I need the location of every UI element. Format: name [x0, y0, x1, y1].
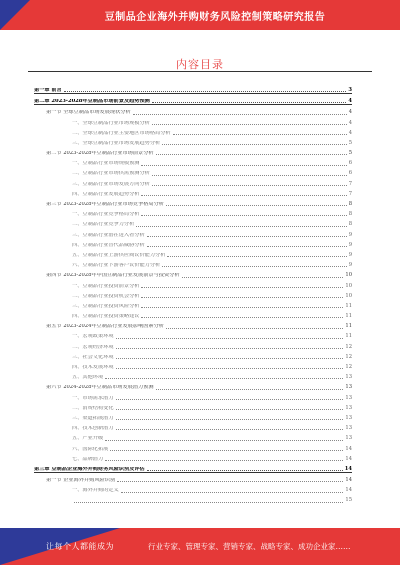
toc-entry[interactable]: [34, 380, 352, 390]
toc-page-number: 13: [345, 404, 352, 411]
toc-entry[interactable]: [34, 494, 352, 504]
toc-page-number: 6: [348, 170, 352, 177]
toc-leader-dots: [105, 440, 343, 441]
toc-entry[interactable]: [34, 146, 352, 156]
toc-entry[interactable]: [34, 167, 352, 177]
toc-page-number: 11: [345, 302, 352, 309]
toc-page-number: 14: [345, 487, 352, 494]
toc-entry[interactable]: [34, 83, 352, 94]
toc-leader-dots: [173, 134, 347, 135]
toc-page-number: 14: [344, 465, 352, 472]
toc-entry-title: 一、豆制品行业竞争格局分析: [72, 212, 140, 218]
toc-page-number: 7: [348, 190, 352, 197]
toc-entry[interactable]: [34, 360, 352, 370]
toc-page-number: 12: [345, 343, 352, 350]
toc-entry[interactable]: [34, 177, 352, 187]
toc-page-number: 6: [348, 160, 352, 167]
toc-entry-title: 第一章 前言: [34, 87, 62, 93]
toc-entry[interactable]: [34, 340, 352, 350]
footer-slogan-lead: 让每个人都能成为: [46, 542, 114, 551]
toc-page-number: 13: [345, 435, 352, 442]
toc-leader-dots: [141, 317, 343, 318]
toc-entry-title: 三、豆制品行业市场发展方向分析: [72, 181, 150, 187]
toc-entry[interactable]: [34, 370, 352, 380]
toc-entry[interactable]: [34, 442, 352, 452]
toc-leader-dots: [166, 205, 347, 206]
toc-entry[interactable]: [34, 411, 352, 421]
toc-leader-dots: [117, 481, 343, 482]
toc-page-number: 13: [345, 374, 352, 381]
report-title: 豆制品企业海外并购财务风险控制策略研究报告: [104, 12, 326, 23]
toc-leader-dots: [141, 215, 346, 216]
toc-entry-title: 第一节 企业海外并购风险识别: [46, 478, 116, 484]
toc-leader-dots: [162, 266, 346, 267]
toc-entry[interactable]: [34, 452, 352, 462]
toc-page-number: 8: [348, 201, 352, 208]
toc-entry-title: 一、宏观政策环境: [72, 334, 114, 340]
toc-entry-title: 四、技术创新潜力: [72, 426, 114, 432]
toc-leader-dots: [156, 389, 344, 390]
toc-entry[interactable]: [34, 105, 352, 115]
toc-entry-title: 第三节 2023-2028年豆制品行业市场竞争格局分析: [46, 202, 164, 208]
toc-entry-title: 二、消费结构变化: [72, 405, 114, 411]
toc-leader-dots: [141, 307, 343, 308]
toc-leader-dots: [182, 277, 344, 278]
toc-entry[interactable]: [34, 258, 352, 268]
toc-entry-title: 五、产业升级: [72, 436, 104, 442]
toc-entry-title: 二、宏观经济环境: [72, 344, 114, 350]
toc-page-number: 9: [348, 241, 352, 248]
toc-entry-title: 五、其他环境: [72, 375, 104, 381]
toc-leader-dots: [152, 124, 347, 125]
toc-entry-title: 第一节 全球豆制品市场发展现状分析: [46, 110, 131, 116]
toc-entry[interactable]: [34, 187, 352, 197]
toc-entry-title: 一、市场需求潜力: [72, 395, 114, 401]
toc-leader-dots: [105, 460, 343, 461]
toc-page-number: 12: [345, 364, 352, 371]
toc-entry[interactable]: [34, 197, 352, 207]
toc-entry-title: 三、豆制品行业潜在进入者分析: [72, 232, 145, 238]
toc-entry-title: 第四节 2023-2028年中国豆制品行业发展前景与投资分析: [46, 273, 180, 279]
toc-entry-title: 四、豆制品行业替代品威胁分析: [72, 242, 145, 248]
toc-entry-title: 一、海外并购的定义: [72, 488, 119, 494]
heading-divider: [28, 71, 372, 72]
toc-leader-dots: [116, 358, 344, 359]
toc-entry[interactable]: [34, 319, 352, 329]
toc-leader-dots: [152, 185, 347, 186]
toc-leader-dots: [133, 114, 347, 115]
toc-entry-title: 第二章 2023-2028年豆制品市场前景及趋势预测: [34, 99, 150, 105]
toc-leader-dots: [147, 246, 347, 247]
toc-leader-dots: [116, 368, 344, 369]
toc-page-number: 13: [345, 394, 352, 401]
toc-entry-title: 三、全球豆制品行业市场发展趋势分析: [72, 140, 161, 146]
toc-page-number: 4: [348, 98, 352, 105]
toc-page-number: 8: [348, 211, 352, 218]
toc-entry-title: 七、品牌潜力: [72, 456, 104, 462]
toc-entry[interactable]: [34, 350, 352, 360]
toc-page-number: 13: [345, 425, 352, 432]
toc-page-number: 11: [345, 333, 352, 340]
toc-page-number: 9: [348, 262, 352, 269]
toc-leader-dots: [116, 338, 344, 339]
toc-leader-dots: [141, 287, 343, 288]
toc-entry-title: 第二节 2023-2028年豆制品行业市场前景分析: [46, 151, 154, 157]
toc-entry-title: 五、豆制品行业上游供应商议价能力分析: [72, 252, 166, 258]
toc-entry-title: 三、豆制品行业投资风险分析: [72, 303, 140, 309]
toc-entry[interactable]: [34, 391, 352, 401]
toc-page-number: 13: [345, 414, 352, 421]
toc-entry-title: 二、豆制品行业竞争力分析: [72, 222, 135, 228]
toc-entry[interactable]: [34, 483, 352, 493]
toc-page-number: 4: [348, 109, 352, 116]
toc-page-number: 9: [348, 251, 352, 258]
toc-leader-dots: [147, 236, 347, 237]
toc-entry[interactable]: [34, 126, 352, 136]
toc-entry-title: 六、豆制品行业下游客户议价能力分析: [72, 263, 161, 269]
toc-page-number: 7: [348, 180, 352, 187]
toc-entry[interactable]: [34, 238, 352, 248]
toc-leader-dots: [162, 144, 346, 145]
toc-leader-dots: [141, 195, 346, 196]
footer-slogan-roles: 行业专家、管理专家、营销专家、战略专家、成功企业家……: [148, 542, 351, 551]
toc-page-number: 11: [345, 313, 352, 320]
toc-entry-title: 四、豆制品行业投资策略建议: [72, 314, 140, 320]
toc-page-number: 9: [348, 231, 352, 238]
toc-leader-dots: [136, 226, 346, 227]
header-accent-triangle: [0, 0, 30, 30]
toc-page-number: 5: [348, 150, 352, 157]
toc-entry-title: 三、社会文化环境: [72, 354, 114, 360]
toc-leader-dots: [116, 348, 344, 349]
toc-entry[interactable]: [34, 309, 352, 319]
toc-page-number: 10: [345, 272, 352, 279]
toc-leader-dots: [116, 429, 344, 430]
toc-entry-title: 四、豆制品行业发展趋势分析: [72, 191, 140, 197]
toc-page-number: 15: [345, 497, 352, 504]
toc-leader-dots: [110, 450, 343, 451]
toc-page-number: 4: [348, 119, 352, 126]
toc-leader-dots: [152, 175, 347, 176]
toc-leader-dots: [147, 470, 343, 471]
report-footer: [0, 528, 400, 565]
toc-page-number: 11: [345, 323, 352, 330]
toc-leader-dots: [64, 91, 347, 92]
toc-leader-dots: [105, 378, 343, 379]
toc-page-number: 12: [345, 353, 352, 360]
toc-leader-dots: [116, 399, 344, 400]
toc-entry-title: 一、豆制品行业市场规模预测: [72, 161, 140, 167]
toc-entry-title: 第六节 2024-2028年豆制品市场发展潜力预测: [46, 385, 154, 391]
toc-page-number: 10: [345, 292, 352, 299]
report-header: [0, 0, 400, 30]
toc-entry[interactable]: [34, 217, 352, 227]
toc-entry[interactable]: [34, 421, 352, 431]
toc-entry[interactable]: [34, 207, 352, 217]
toc-entry-title: 第五节 2023-2024年豆制品行业发展影响因素分析: [46, 324, 164, 330]
toc-entry[interactable]: [34, 279, 352, 289]
toc-leader-dots: [116, 419, 344, 420]
toc-entry[interactable]: [34, 299, 352, 309]
toc-entry[interactable]: [34, 94, 352, 105]
toc-leader-dots: [166, 328, 343, 329]
toc-entry[interactable]: [34, 156, 352, 166]
toc-page-number: 4: [348, 129, 352, 136]
toc-leader-dots: [152, 102, 347, 103]
toc-entry-title: 二、豆制品行业市场供需预测分析: [72, 171, 150, 177]
toc-leader-dots: [167, 256, 346, 257]
toc-leader-dots: [116, 409, 344, 410]
toc-entry[interactable]: [34, 116, 352, 126]
toc-page-number: 14: [345, 455, 352, 462]
toc-page-number: 10: [345, 282, 352, 289]
toc-entry[interactable]: [34, 462, 352, 473]
toc-entry[interactable]: [34, 431, 352, 441]
toc-entry-title: 四、技术发展环境: [72, 365, 114, 371]
toc-page-number: 5: [348, 139, 352, 146]
toc-leader-dots: [156, 154, 347, 155]
toc-entry[interactable]: [34, 473, 352, 483]
toc-leader-dots: [121, 492, 344, 493]
toc-entry[interactable]: [34, 289, 352, 299]
toc-entry-title: 一、全球豆制品行业市场规模分析: [72, 120, 150, 126]
toc-entry[interactable]: [34, 268, 352, 278]
toc-entry-title: 三、渠道拓展潜力: [72, 415, 114, 421]
toc-entry-title: 第三章 豆制品企业海外并购财务风险识别及评估: [34, 466, 145, 472]
toc-page-number: 8: [348, 221, 352, 228]
toc-entry[interactable]: [34, 136, 352, 146]
toc-page-number: 3: [348, 86, 352, 93]
toc-entry-title: 一、豆制品行业投资前景分析: [72, 283, 140, 289]
toc-entry-title: 二、豆制品行业投资机会分析: [72, 293, 140, 299]
toc-entry[interactable]: [34, 401, 352, 411]
toc-heading: 内容目录: [176, 58, 224, 71]
toc-entry-title: 六、国际化拓展: [72, 446, 109, 452]
toc-entry-title: 二、全球豆制品行业主要地区市场格局分析: [72, 130, 171, 136]
toc-page-number: 13: [345, 384, 352, 391]
toc-entry[interactable]: [34, 248, 352, 258]
toc-page-number: 14: [345, 445, 352, 452]
toc-entry[interactable]: [34, 228, 352, 238]
toc-leader-dots: [74, 502, 343, 503]
toc-page-number: 14: [345, 477, 352, 484]
toc-leader-dots: [141, 297, 343, 298]
toc-entry[interactable]: [34, 330, 352, 340]
toc-leader-dots: [141, 165, 346, 166]
table-of-contents: [34, 83, 352, 504]
